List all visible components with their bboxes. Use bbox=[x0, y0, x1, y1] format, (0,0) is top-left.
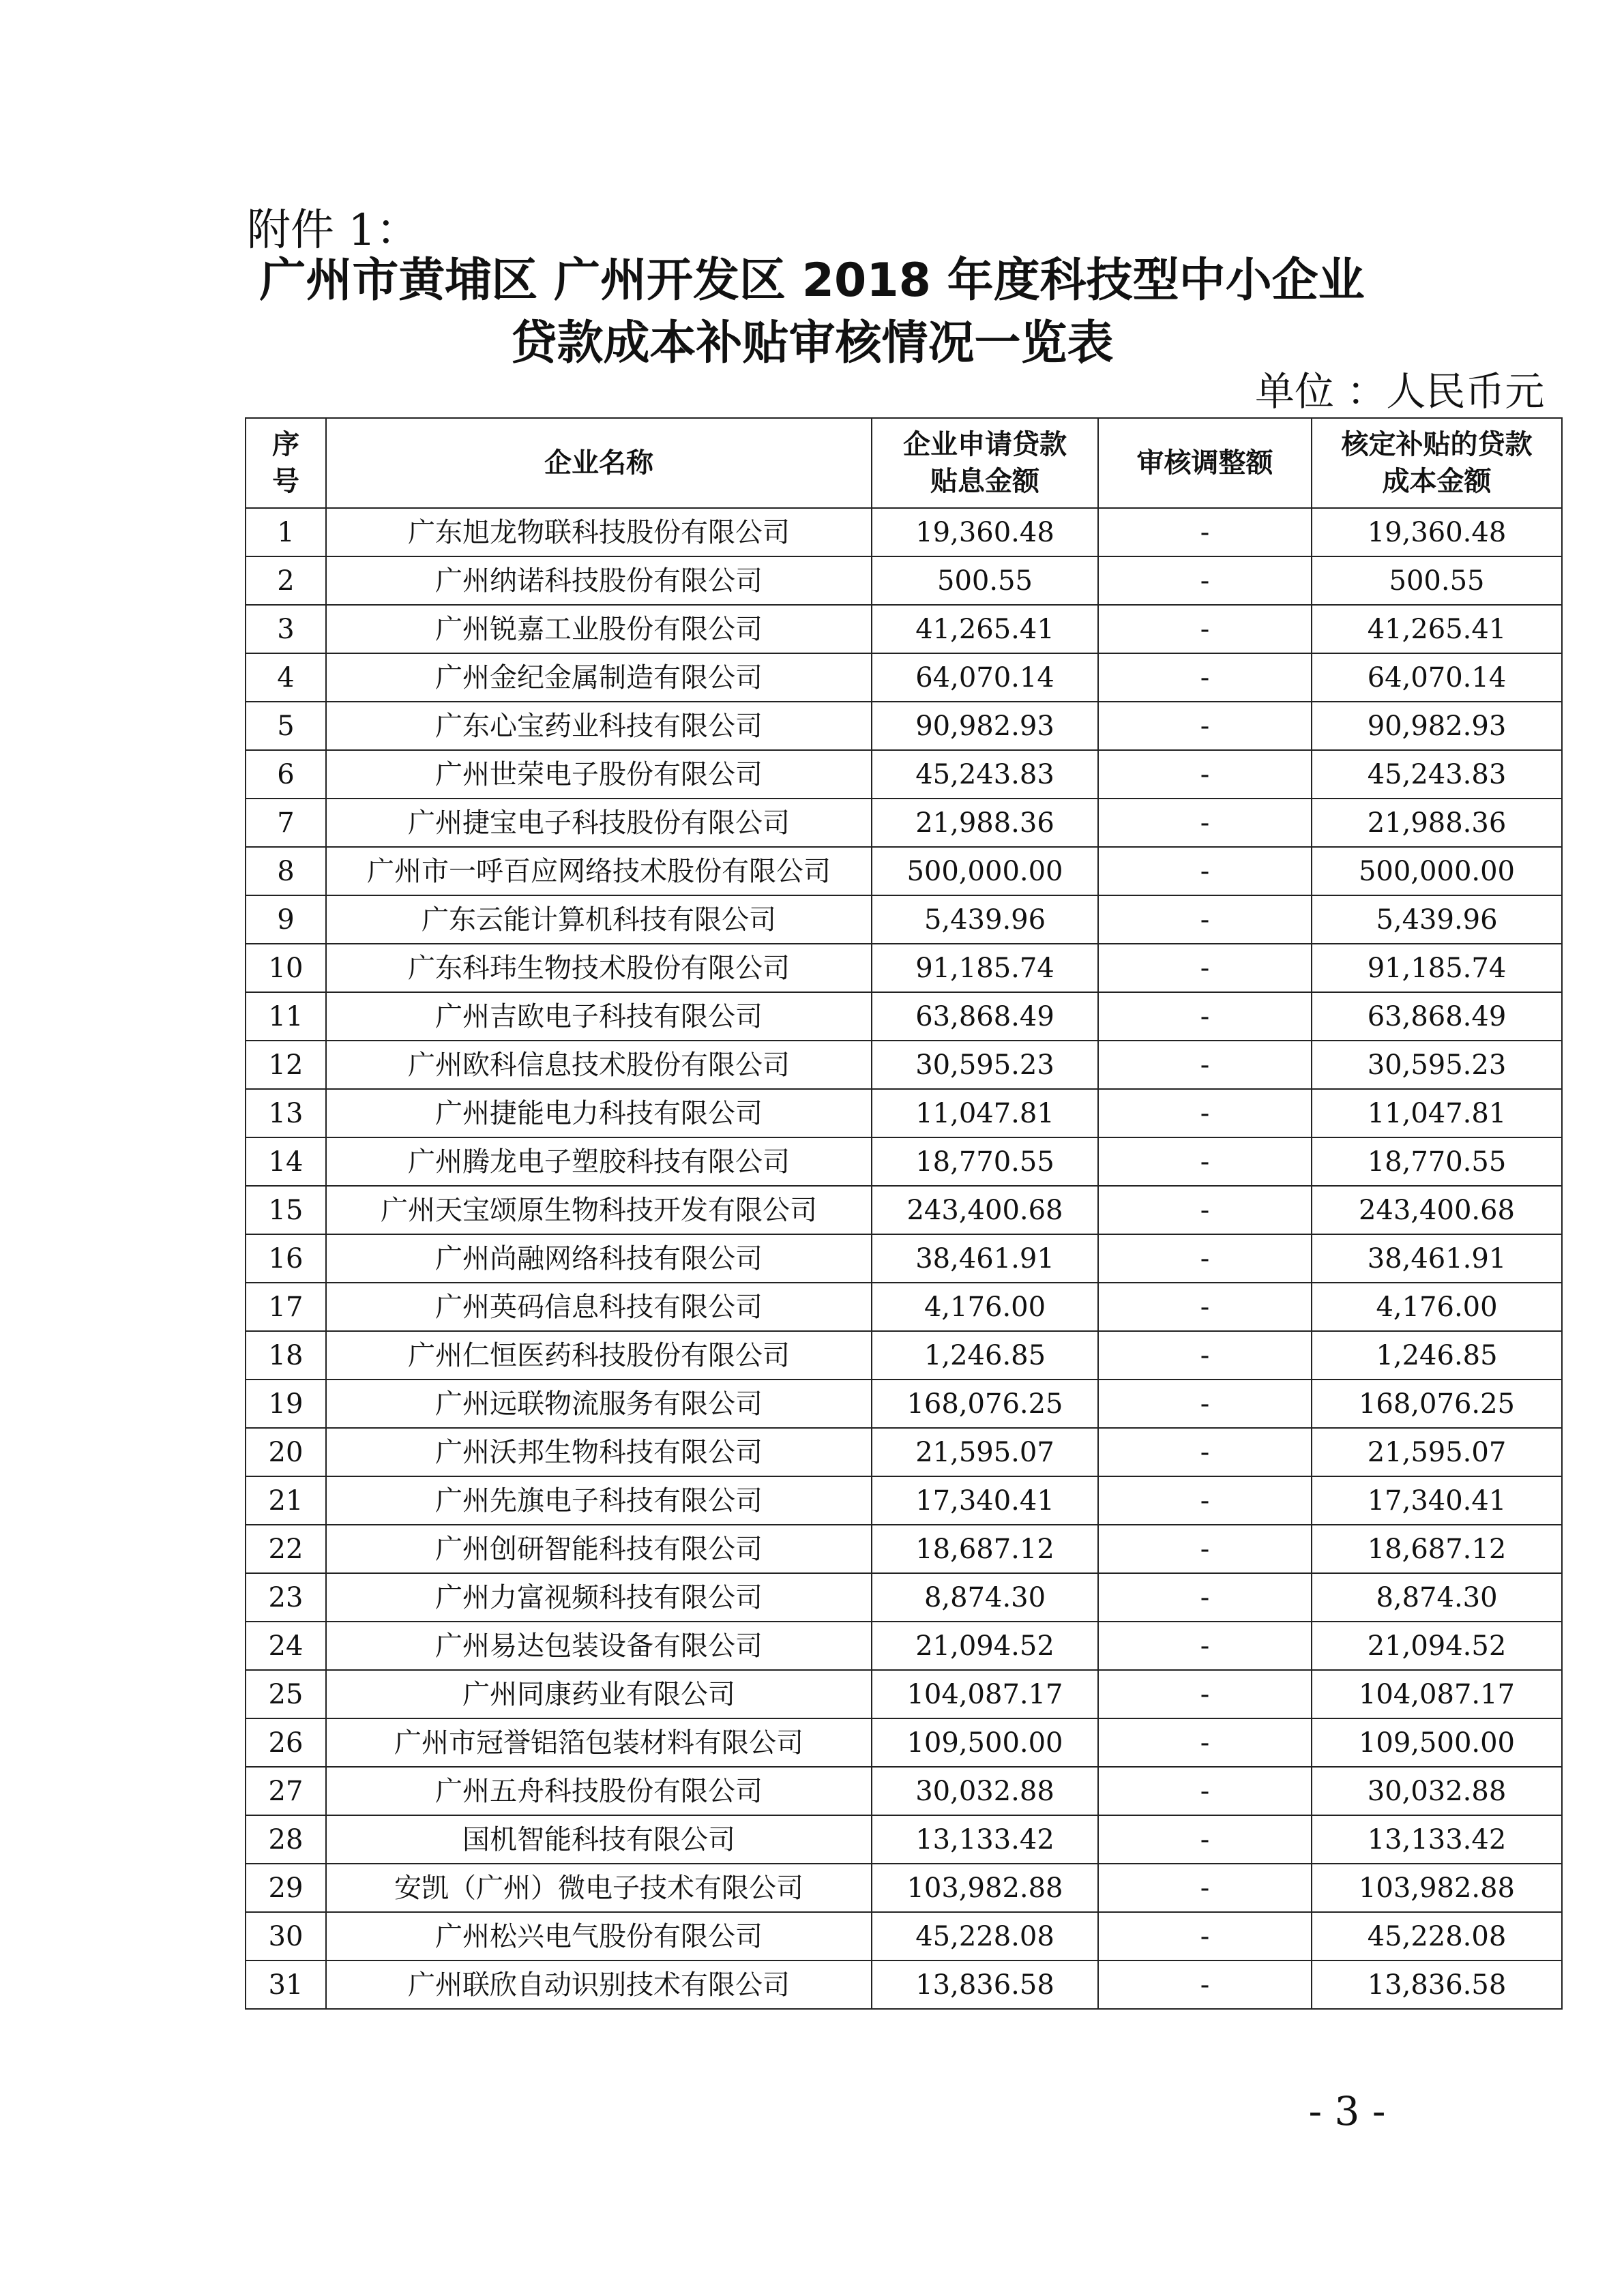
cell-index: 4 bbox=[246, 653, 326, 702]
cell-company-name: 广州力富视频科技有限公司 bbox=[326, 1573, 872, 1622]
cell-company-name: 广州创研智能科技有限公司 bbox=[326, 1525, 872, 1573]
table-row bbox=[246, 1331, 1562, 1380]
table-row bbox=[246, 1767, 1562, 1815]
cell-approved-amount: 243,400.68 bbox=[1312, 1186, 1562, 1234]
cell-adjustment: - bbox=[1098, 702, 1312, 750]
cell-approved-amount: 91,185.74 bbox=[1312, 944, 1562, 992]
cell-index: 19 bbox=[246, 1380, 326, 1428]
cell-adjustment: - bbox=[1098, 1525, 1312, 1573]
cell-company-name: 广州远联物流服务有限公司 bbox=[326, 1380, 872, 1428]
cell-adjustment: - bbox=[1098, 847, 1312, 895]
cell-adjustment: - bbox=[1098, 1718, 1312, 1767]
cell-index: 29 bbox=[246, 1864, 326, 1912]
header-applied-amount: 企业申请贷款贴息金额 bbox=[872, 418, 1098, 508]
cell-adjustment: - bbox=[1098, 1234, 1312, 1283]
cell-company-name: 广州捷宝电子科技股份有限公司 bbox=[326, 799, 872, 847]
table-row bbox=[246, 1089, 1562, 1137]
cell-company-name: 广东科玮生物技术股份有限公司 bbox=[326, 944, 872, 992]
cell-applied-amount: 500,000.00 bbox=[872, 847, 1098, 895]
cell-approved-amount: 38,461.91 bbox=[1312, 1234, 1562, 1283]
cell-applied-amount: 168,076.25 bbox=[872, 1380, 1098, 1428]
cell-adjustment: - bbox=[1098, 992, 1312, 1041]
cell-adjustment: - bbox=[1098, 895, 1312, 944]
table-row bbox=[246, 653, 1562, 702]
cell-approved-amount: 18,687.12 bbox=[1312, 1525, 1562, 1573]
cell-index: 7 bbox=[246, 799, 326, 847]
table-row bbox=[246, 1041, 1562, 1089]
cell-index: 3 bbox=[246, 605, 326, 653]
cell-adjustment: - bbox=[1098, 1041, 1312, 1089]
cell-adjustment: - bbox=[1098, 1670, 1312, 1718]
cell-index: 22 bbox=[246, 1525, 326, 1573]
cell-index: 9 bbox=[246, 895, 326, 944]
cell-index: 14 bbox=[246, 1137, 326, 1186]
cell-index: 11 bbox=[246, 992, 326, 1041]
table-header-row bbox=[246, 418, 1562, 508]
cell-company-name: 广州世荣电子股份有限公司 bbox=[326, 750, 872, 799]
cell-company-name: 广州尚融网络科技有限公司 bbox=[326, 1234, 872, 1283]
cell-applied-amount: 45,228.08 bbox=[872, 1912, 1098, 1960]
cell-adjustment: - bbox=[1098, 1089, 1312, 1137]
cell-index: 21 bbox=[246, 1476, 326, 1525]
cell-company-name: 广州沃邦生物科技有限公司 bbox=[326, 1428, 872, 1476]
cell-approved-amount: 63,868.49 bbox=[1312, 992, 1562, 1041]
cell-index: 20 bbox=[246, 1428, 326, 1476]
cell-adjustment: - bbox=[1098, 556, 1312, 605]
cell-company-name: 广州联欣自动识别技术有限公司 bbox=[326, 1960, 872, 2009]
table-row bbox=[246, 944, 1562, 992]
cell-adjustment: - bbox=[1098, 1186, 1312, 1234]
cell-company-name: 广州先旗电子科技有限公司 bbox=[326, 1476, 872, 1525]
table-row bbox=[246, 895, 1562, 944]
cell-approved-amount: 1,246.85 bbox=[1312, 1331, 1562, 1380]
table-row bbox=[246, 508, 1562, 556]
cell-index: 17 bbox=[246, 1283, 326, 1331]
table-row bbox=[246, 1137, 1562, 1186]
cell-company-name: 广州金纪金属制造有限公司 bbox=[326, 653, 872, 702]
cell-applied-amount: 38,461.91 bbox=[872, 1234, 1098, 1283]
cell-company-name: 广州欧科信息技术股份有限公司 bbox=[326, 1041, 872, 1089]
cell-company-name: 广州五舟科技股份有限公司 bbox=[326, 1767, 872, 1815]
table-body bbox=[246, 508, 1562, 2009]
cell-company-name: 广东旭龙物联科技股份有限公司 bbox=[326, 508, 872, 556]
table-row bbox=[246, 1864, 1562, 1912]
cell-approved-amount: 168,076.25 bbox=[1312, 1380, 1562, 1428]
cell-company-name: 广州锐嘉工业股份有限公司 bbox=[326, 605, 872, 653]
cell-approved-amount: 18,770.55 bbox=[1312, 1137, 1562, 1186]
cell-adjustment: - bbox=[1098, 1767, 1312, 1815]
table-row bbox=[246, 1428, 1562, 1476]
cell-approved-amount: 109,500.00 bbox=[1312, 1718, 1562, 1767]
cell-index: 25 bbox=[246, 1670, 326, 1718]
cell-adjustment: - bbox=[1098, 799, 1312, 847]
cell-company-name: 广州吉欧电子科技有限公司 bbox=[326, 992, 872, 1041]
cell-approved-amount: 21,094.52 bbox=[1312, 1622, 1562, 1670]
cell-adjustment: - bbox=[1098, 605, 1312, 653]
cell-adjustment: - bbox=[1098, 653, 1312, 702]
cell-company-name: 广州英码信息科技有限公司 bbox=[326, 1283, 872, 1331]
table-row bbox=[246, 1573, 1562, 1622]
table-row bbox=[246, 1234, 1562, 1283]
cell-adjustment: - bbox=[1098, 1137, 1312, 1186]
header-adjustment: 审核调整额 bbox=[1098, 418, 1312, 508]
cell-company-name: 广州同康药业有限公司 bbox=[326, 1670, 872, 1718]
cell-adjustment: - bbox=[1098, 1428, 1312, 1476]
cell-approved-amount: 21,595.07 bbox=[1312, 1428, 1562, 1476]
cell-index: 12 bbox=[246, 1041, 326, 1089]
cell-applied-amount: 13,836.58 bbox=[872, 1960, 1098, 2009]
table-row bbox=[246, 1912, 1562, 1960]
cell-adjustment: - bbox=[1098, 1912, 1312, 1960]
cell-index: 31 bbox=[246, 1960, 326, 2009]
cell-adjustment: - bbox=[1098, 1622, 1312, 1670]
cell-approved-amount: 103,982.88 bbox=[1312, 1864, 1562, 1912]
cell-applied-amount: 21,595.07 bbox=[872, 1428, 1098, 1476]
cell-approved-amount: 90,982.93 bbox=[1312, 702, 1562, 750]
cell-applied-amount: 104,087.17 bbox=[872, 1670, 1098, 1718]
cell-company-name: 广东云能计算机科技有限公司 bbox=[326, 895, 872, 944]
cell-index: 8 bbox=[246, 847, 326, 895]
table-row bbox=[246, 1960, 1562, 2009]
cell-applied-amount: 109,500.00 bbox=[872, 1718, 1098, 1767]
table-row bbox=[246, 1670, 1562, 1718]
cell-index: 23 bbox=[246, 1573, 326, 1622]
cell-index: 16 bbox=[246, 1234, 326, 1283]
cell-applied-amount: 500.55 bbox=[872, 556, 1098, 605]
table-row bbox=[246, 992, 1562, 1041]
cell-applied-amount: 30,595.23 bbox=[872, 1041, 1098, 1089]
cell-approved-amount: 64,070.14 bbox=[1312, 653, 1562, 702]
cell-approved-amount: 17,340.41 bbox=[1312, 1476, 1562, 1525]
table-row bbox=[246, 556, 1562, 605]
cell-index: 18 bbox=[246, 1331, 326, 1380]
cell-index: 5 bbox=[246, 702, 326, 750]
table-row bbox=[246, 1718, 1562, 1767]
cell-applied-amount: 21,988.36 bbox=[872, 799, 1098, 847]
cell-adjustment: - bbox=[1098, 508, 1312, 556]
cell-adjustment: - bbox=[1098, 750, 1312, 799]
cell-applied-amount: 90,982.93 bbox=[872, 702, 1098, 750]
cell-approved-amount: 13,836.58 bbox=[1312, 1960, 1562, 2009]
cell-applied-amount: 4,176.00 bbox=[872, 1283, 1098, 1331]
cell-approved-amount: 500,000.00 bbox=[1312, 847, 1562, 895]
cell-adjustment: - bbox=[1098, 1815, 1312, 1864]
cell-company-name: 广州腾龙电子塑胶科技有限公司 bbox=[326, 1137, 872, 1186]
subsidy-table bbox=[245, 417, 1563, 2010]
cell-company-name: 广州仁恒医药科技股份有限公司 bbox=[326, 1331, 872, 1380]
cell-company-name: 广东心宝药业科技有限公司 bbox=[326, 702, 872, 750]
cell-approved-amount: 5,439.96 bbox=[1312, 895, 1562, 944]
cell-applied-amount: 17,340.41 bbox=[872, 1476, 1098, 1525]
cell-adjustment: - bbox=[1098, 1573, 1312, 1622]
cell-applied-amount: 91,185.74 bbox=[872, 944, 1098, 992]
cell-applied-amount: 18,770.55 bbox=[872, 1137, 1098, 1186]
header-company-name: 企业名称 bbox=[326, 418, 872, 508]
cell-adjustment: - bbox=[1098, 1283, 1312, 1331]
cell-adjustment: - bbox=[1098, 1476, 1312, 1525]
attachment-label: 附件 1： bbox=[247, 205, 420, 256]
cell-applied-amount: 1,246.85 bbox=[872, 1331, 1098, 1380]
cell-adjustment: - bbox=[1098, 1864, 1312, 1912]
cell-applied-amount: 103,982.88 bbox=[872, 1864, 1098, 1912]
cell-company-name: 安凯（广州）微电子技术有限公司 bbox=[326, 1864, 872, 1912]
cell-approved-amount: 45,243.83 bbox=[1312, 750, 1562, 799]
currency-unit-note: 单位 ：人民币元 bbox=[1255, 368, 1545, 415]
table-row bbox=[246, 750, 1562, 799]
page-number: - 3 - bbox=[1308, 2088, 1386, 2134]
cell-applied-amount: 19,360.48 bbox=[872, 508, 1098, 556]
cell-applied-amount: 8,874.30 bbox=[872, 1573, 1098, 1622]
cell-index: 2 bbox=[246, 556, 326, 605]
cell-approved-amount: 19,360.48 bbox=[1312, 508, 1562, 556]
cell-approved-amount: 104,087.17 bbox=[1312, 1670, 1562, 1718]
cell-approved-amount: 30,032.88 bbox=[1312, 1767, 1562, 1815]
cell-applied-amount: 63,868.49 bbox=[872, 992, 1098, 1041]
cell-approved-amount: 8,874.30 bbox=[1312, 1573, 1562, 1622]
cell-index: 24 bbox=[246, 1622, 326, 1670]
cell-approved-amount: 21,988.36 bbox=[1312, 799, 1562, 847]
cell-approved-amount: 45,228.08 bbox=[1312, 1912, 1562, 1960]
cell-index: 15 bbox=[246, 1186, 326, 1234]
cell-company-name: 广州纳诺科技股份有限公司 bbox=[326, 556, 872, 605]
cell-index: 27 bbox=[246, 1767, 326, 1815]
cell-company-name: 广州市一呼百应网络技术股份有限公司 bbox=[326, 847, 872, 895]
cell-company-name: 国机智能科技有限公司 bbox=[326, 1815, 872, 1864]
cell-company-name: 广州天宝颂原生物科技开发有限公司 bbox=[326, 1186, 872, 1234]
cell-applied-amount: 243,400.68 bbox=[872, 1186, 1098, 1234]
cell-applied-amount: 45,243.83 bbox=[872, 750, 1098, 799]
cell-adjustment: - bbox=[1098, 1331, 1312, 1380]
table-row bbox=[246, 847, 1562, 895]
table-row bbox=[246, 1476, 1562, 1525]
cell-index: 1 bbox=[246, 508, 326, 556]
table-row bbox=[246, 1186, 1562, 1234]
cell-applied-amount: 21,094.52 bbox=[872, 1622, 1098, 1670]
cell-approved-amount: 500.55 bbox=[1312, 556, 1562, 605]
cell-approved-amount: 13,133.42 bbox=[1312, 1815, 1562, 1864]
cell-index: 10 bbox=[246, 944, 326, 992]
cell-approved-amount: 11,047.81 bbox=[1312, 1089, 1562, 1137]
cell-index: 28 bbox=[246, 1815, 326, 1864]
header-index: 序号 bbox=[246, 418, 326, 508]
cell-company-name: 广州市冠誉铝箔包装材料有限公司 bbox=[326, 1718, 872, 1767]
cell-applied-amount: 30,032.88 bbox=[872, 1767, 1098, 1815]
cell-adjustment: - bbox=[1098, 1960, 1312, 2009]
cell-applied-amount: 13,133.42 bbox=[872, 1815, 1098, 1864]
table-row bbox=[246, 1815, 1562, 1864]
table-row bbox=[246, 605, 1562, 653]
table-row bbox=[246, 702, 1562, 750]
table-row bbox=[246, 1622, 1562, 1670]
table-row bbox=[246, 1380, 1562, 1428]
cell-index: 6 bbox=[246, 750, 326, 799]
cell-adjustment: - bbox=[1098, 1380, 1312, 1428]
document-title-line-2: 贷款成本补贴审核情况一览表 bbox=[510, 316, 1114, 370]
cell-adjustment: - bbox=[1098, 944, 1312, 992]
cell-company-name: 广州捷能电力科技有限公司 bbox=[326, 1089, 872, 1137]
table-row bbox=[246, 799, 1562, 847]
cell-company-name: 广州松兴电气股份有限公司 bbox=[326, 1912, 872, 1960]
table-row bbox=[246, 1525, 1562, 1573]
table-row bbox=[246, 1283, 1562, 1331]
cell-index: 26 bbox=[246, 1718, 326, 1767]
document-title-line-1: 广州市黄埔区 广州开发区 2018 年度科技型中小企业 bbox=[259, 254, 1365, 308]
cell-applied-amount: 18,687.12 bbox=[872, 1525, 1098, 1573]
cell-approved-amount: 4,176.00 bbox=[1312, 1283, 1562, 1331]
cell-index: 13 bbox=[246, 1089, 326, 1137]
cell-applied-amount: 64,070.14 bbox=[872, 653, 1098, 702]
cell-approved-amount: 30,595.23 bbox=[1312, 1041, 1562, 1089]
cell-company-name: 广州易达包装设备有限公司 bbox=[326, 1622, 872, 1670]
header-approved-amount: 核定补贴的贷款成本金额 bbox=[1312, 418, 1562, 508]
cell-approved-amount: 41,265.41 bbox=[1312, 605, 1562, 653]
cell-applied-amount: 11,047.81 bbox=[872, 1089, 1098, 1137]
cell-applied-amount: 5,439.96 bbox=[872, 895, 1098, 944]
cell-index: 30 bbox=[246, 1912, 326, 1960]
cell-applied-amount: 41,265.41 bbox=[872, 605, 1098, 653]
